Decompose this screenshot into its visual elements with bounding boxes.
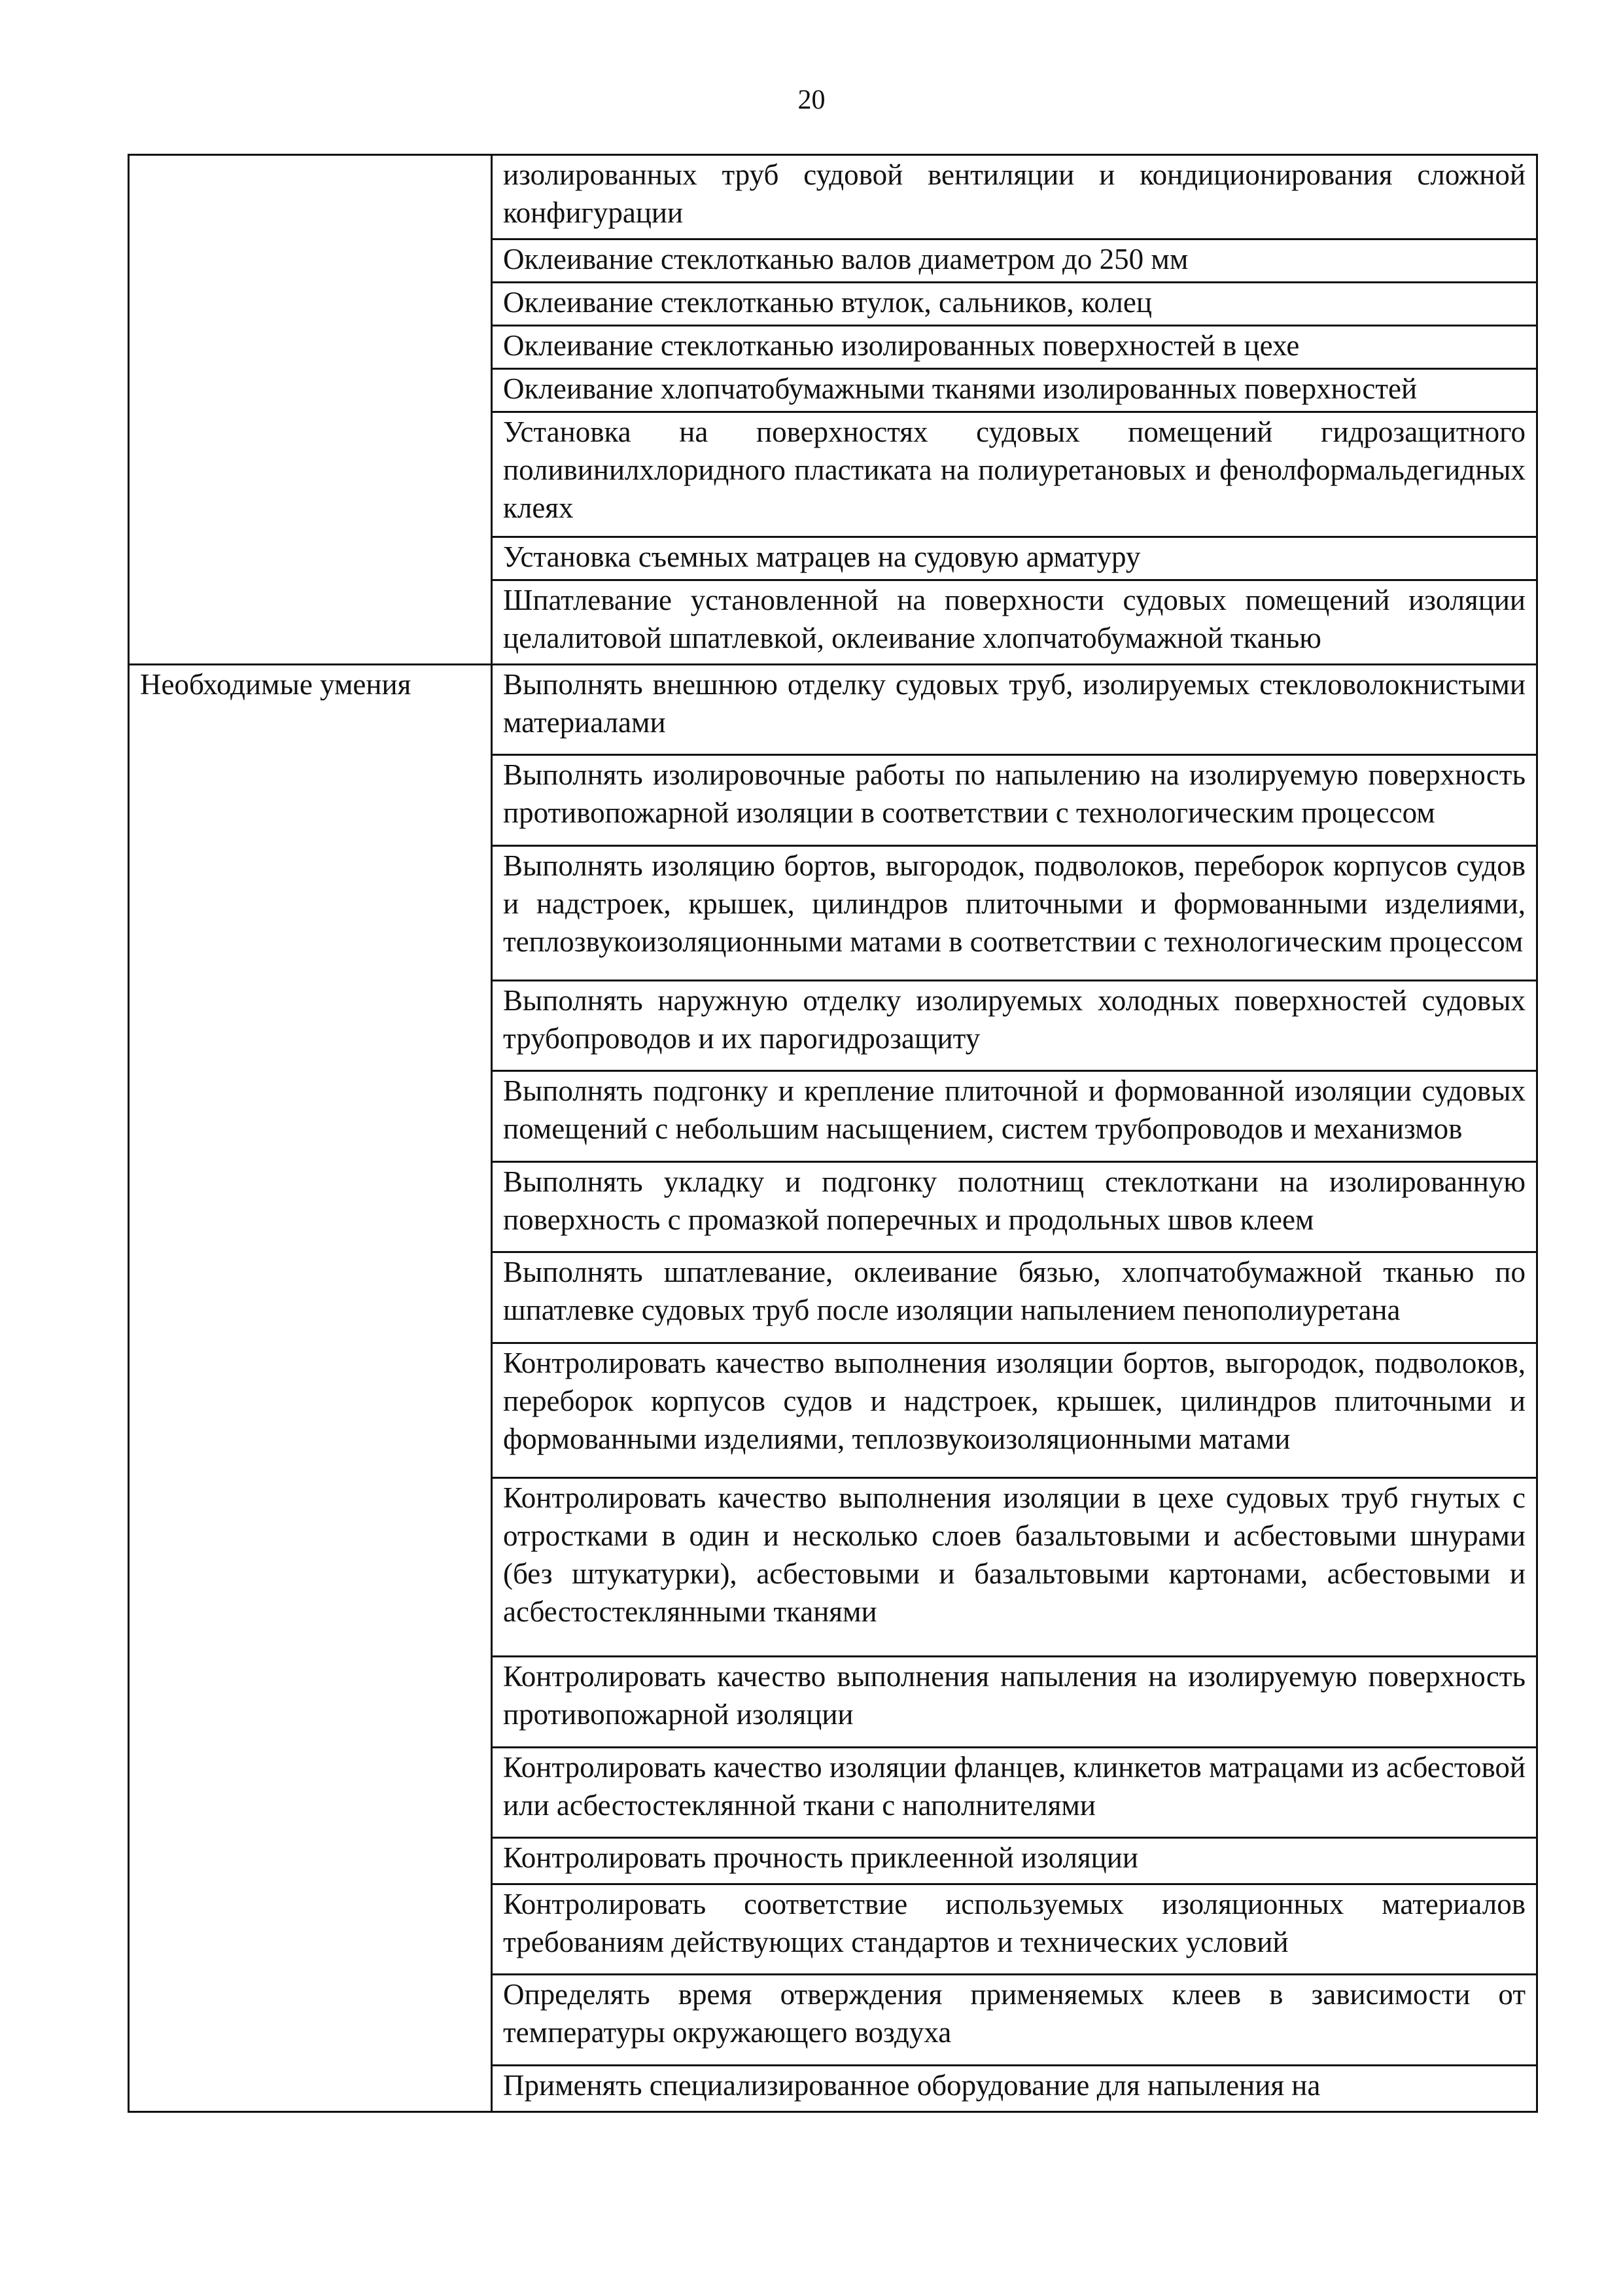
- page-number: 20: [797, 85, 826, 115]
- table-row: [129, 155, 1537, 239]
- list-item: Шпатлевание установленной на поверхности судовых помещений изоляции целалитовой шпатлевкой, оклеивание хлопчатобумажной тканью: [492, 580, 1537, 665]
- requirements-table: [128, 154, 1538, 2113]
- list-item: Контролировать качество выполнения изоляции в цехе судовых труб гнутых с отростками в один и несколько слоев базальтовыми и асбестовыми шнурами (без штукатурки), асбестовыми и базальтовыми картонами, асбестовыми и асбестостеклянными тканями: [492, 1477, 1537, 1656]
- list-item: Контролировать качество изоляции фланцев, клинкетов матрацами из асбестовой или асбестостеклянной ткани с наполнителями: [492, 1747, 1537, 1837]
- list-item: Выполнять укладку и подгонку полотнищ стеклоткани на изолированную поверхность с промазкой поперечных и продольных швов клеем: [492, 1161, 1537, 1252]
- row-label: [129, 155, 492, 665]
- list-item: Выполнять изолировочные работы по напылению на изолируемую поверхность противопожарной изоляции в соответствии с технологическим процессом: [492, 755, 1537, 845]
- list-item: Выполнять внешнюю отделку судовых труб, изолируемых стекловолокнистыми материалами: [492, 665, 1537, 755]
- list-item: изолированных труб судовой вентиляции и кондиционирования сложной конфигурации: [492, 155, 1537, 239]
- list-item: Контролировать прочность приклеенной изоляции: [492, 1837, 1537, 1884]
- list-item: Выполнять изоляцию бортов, выгородок, подволоков, переборок корпусов судов и надстроек, крышек, цилиндров плиточными и формованными изделиями, теплозвукоизоляционными матами в соответствии с технологическим процессом: [492, 845, 1537, 980]
- list-item: Контролировать качество выполнения напыления на изолируемую поверхность противопожарной изоляции: [492, 1657, 1537, 1747]
- list-item: Оклеивание стеклотканью изолированных поверхностей в цехе: [492, 325, 1537, 368]
- row-label-skills: Необходимые умения: [129, 665, 492, 2112]
- list-item: Контролировать соответствие используемых изоляционных материалов требованиям действующих стандартов и технических условий: [492, 1884, 1537, 1974]
- list-item: Выполнять шпатлевание, оклеивание бязью, хлопчатобумажной тканью по шпатлевке судовых труб после изоляции напылением пенополиуретана: [492, 1252, 1537, 1343]
- list-item: Контролировать качество выполнения изоляции бортов, выгородок, подволоков, переборок корпусов судов и надстроек, крышек, цилиндров плиточными и формованными изделиями, теплозвукоизоляционными матами: [492, 1343, 1537, 1477]
- list-item: Оклеивание стеклотканью втулок, сальников, колец: [492, 282, 1537, 325]
- list-item: Установка на поверхностях судовых помещений гидрозащитного поливинилхлоридного пластиката на полиуретановых и фенолформальдегидных клеях: [492, 412, 1537, 537]
- list-item: Оклеивание хлопчатобумажными тканями изолированных поверхностей: [492, 368, 1537, 412]
- list-item: Установка съемных матрацев на судовую арматуру: [492, 537, 1537, 580]
- table-row: [129, 665, 1537, 755]
- list-item: Применять специализированное оборудование для напыления на: [492, 2065, 1537, 2111]
- list-item: Оклеивание стеклотканью валов диаметром до 250 мм: [492, 239, 1537, 282]
- list-item: Выполнять подгонку и крепление плиточной и формованной изоляции судовых помещений с небольшим насыщением, систем трубопроводов и механизмов: [492, 1071, 1537, 1161]
- list-item: Определять время отверждения применяемых клеев в зависимости от температуры окружающего воздуха: [492, 1975, 1537, 2065]
- list-item: Выполнять наружную отделку изолируемых холодных поверхностей судовых трубопроводов и их парогидрозащиту: [492, 980, 1537, 1070]
